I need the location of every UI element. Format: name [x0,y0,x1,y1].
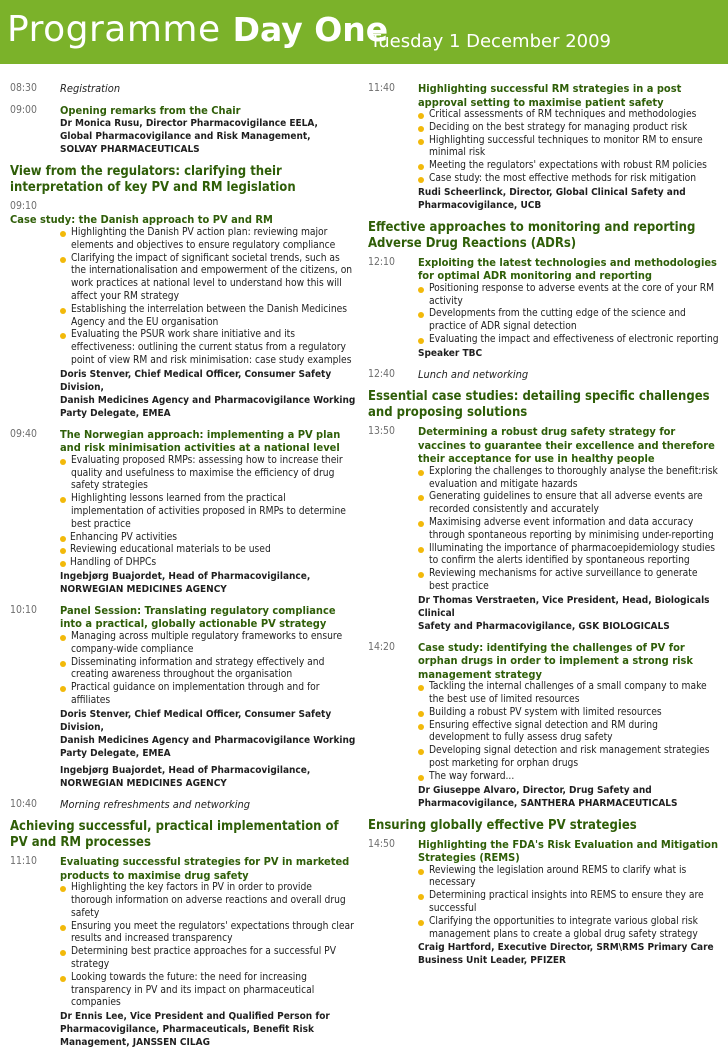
bullet-item: The way forward... [418,771,720,784]
speaker-credit [418,594,720,633]
speaker-line: Danish Medicines Agency and Pharmacovigilance Working [60,734,356,746]
speaker-credit [60,708,356,760]
session-time: 12:40 [368,367,395,380]
bullet-item: Disseminating information and strategy effectively and creating awareness throughout the organisation [60,657,356,683]
right-column [368,82,720,975]
session-item [10,104,356,157]
sub-bullet-item: Enhancing PV activities [60,532,356,545]
session-time: 10:10 [10,603,37,616]
session-body [418,256,720,360]
bullet-item: Determining best practice approaches for a successful PV strategy [60,946,356,972]
session-title: Highlighting the FDA's Risk Evaluation and Mitigation Strategies (REMS) [418,837,719,865]
bullet-item: Reviewing mechanisms for active surveillance to generate best practice [418,568,720,594]
session-item [10,604,356,790]
bullet-item: Highlighting lessons learned from the practical implementation of activities proposed in RMPs to determine best practice [60,493,356,531]
speaker-line: Dr Thomas Verstraeten, Vice President, Head, Biologicals Clinical [418,594,710,619]
session-title: Case study: the Danish approach to PV and RM [10,213,273,226]
bullet-item: Case study: the most effective methods for risk mitigation [418,173,720,186]
speaker-line: Party Delegate, EMEA [60,747,171,759]
speaker-line: Dr Giuseppe Alvaro, Director, Drug Safety and [418,784,652,796]
bullet-item: Building a robust PV system with limited resources [418,707,720,720]
speaker-line: Pharmacovigilance, SANTHERA PHARMACEUTICALS [418,797,678,809]
session-title: Lunch and networking [418,367,529,381]
session-item [10,855,356,1049]
header-banner [0,0,728,64]
speaker-line: Ingebjørg Buajordet, Head of Pharmacovigilance, [60,764,311,776]
session-body [418,838,720,968]
session-item [368,368,720,382]
session-body [418,425,720,632]
bullet-item: Evaluating the impact and effectiveness of electronic reporting [418,334,720,347]
programme-date: Tuesday 1 December 2009 [370,31,611,52]
session-time: 13:50 [368,425,395,438]
bullet-item: Exploring the challenges to thoroughly analyse the benefit:risk evaluation and mitigate hazards [418,466,720,492]
bullet-list [60,631,356,708]
session-body [418,368,720,382]
speaker-line: Dr Monica Rusu, Director Pharmacovigilance EELA, [60,118,318,129]
speaker-credit [418,941,720,967]
speaker-line: Doris Stenver, Chief Medical Officer, Consumer Safety Division, [60,368,332,393]
sub-bullet-item: Reviewing educational materials to be used [60,544,356,557]
speaker-credit [60,570,356,596]
session-body [418,641,720,810]
session-time: 09:40 [10,427,37,440]
bullet-item: Highlighting successful techniques to monitor RM to ensure minimal risk [418,135,720,161]
session-body [60,604,356,790]
session-title: Panel Session: Translating regulatory compliance into a practical, globally actionable PV strategy [60,603,336,631]
speaker-line: Global Pharmacovigilance and Risk Management, [60,131,311,142]
bullet-item: Generating guidelines to ensure that all adverse events are recorded consistently and accurately [418,491,720,517]
speaker-line: NORWEGIAN MEDICINES AGENCY [60,777,227,789]
speaker-credit [418,186,720,212]
speaker-credit [418,784,720,810]
bullet-list [418,466,720,594]
bullet-item: Looking towards the future: the need for increasing transparency in PV and its impact on pharmaceutical companies [60,972,356,1010]
session-title: Highlighting successful RM strategies in a post approval setting to maximise patient safety [418,82,682,109]
bullet-item [60,532,356,570]
session-title: Evaluating successful strategies for PV in marketed products to maximise drug safety [60,855,350,882]
session-body [60,428,356,596]
session-item [368,82,720,212]
session-body [60,855,356,1049]
speaker-line: Danish Medicines Agency and Pharmacovigilance Working [60,394,356,406]
bullet-list [418,109,720,186]
speaker-line: Business Unit Leader, PFIZER [418,955,566,967]
bullet-item: Practical guidance on implementation through and for affiliates [60,682,356,708]
bullet-item: Ensuring effective signal detection and RM during development to fully assess drug safety [418,720,720,746]
session-time: 14:20 [368,640,395,653]
bullet-item: Managing across multiple regulatory frameworks to ensure company-wide compliance [60,631,356,657]
speaker-line: Craig Hartford, Executive Director, SRM\RMS Primary Care [418,942,714,954]
session-title: Opening remarks from the Chair [60,103,241,117]
speaker-credit [60,368,356,420]
session-title: Registration [60,82,121,95]
speaker-line: Pharmacovigilance, Pharmaceuticals, Benefit Risk [60,1024,314,1036]
speaker-line: Doris Stenver, Chief Medical Officer, Consumer Safety Division, [60,708,332,733]
bullet-list [418,283,720,347]
session-item [368,425,720,632]
session-item [10,82,356,96]
session-time: 09:00 [10,103,37,116]
session-item [368,838,720,968]
session-title: Case study: identifying the challenges of PV for orphan drugs in order to implement a strong risk management strategy [418,640,693,681]
bullet-list [418,681,720,783]
bullet-item: Ensuring you meet the regulators' expectations through clear results and increased transparency [60,921,356,947]
bullet-item: Clarifying the impact of significant societal trends, such as the internationalisation and empowerment of the citizens, on work practices at national level to understand how this will affect your RM strategy [60,253,356,304]
section-heading: View from the regulators: clarifying their interpretation of key PV and RM legislation [10,164,296,195]
bullet-item: Developments from the cutting edge of the science and practice of ADR signal detection [418,308,720,334]
session-time: 14:50 [368,837,395,850]
session-body [60,104,356,157]
session-time: 11:10 [10,855,37,868]
speaker-line: Dr Ennis Lee, Vice President and Qualified Person for [60,1011,330,1023]
bullet-item: Positioning response to adverse events at the core of your RM activity [418,283,720,309]
speaker-line: NORWEGIAN MEDICINES AGENCY [60,583,227,595]
bullet-item: Maximising adverse event information and data accuracy through spontaneous reporting by minimising under-reporting [418,517,720,543]
session-time: 11:40 [368,82,395,94]
session-time: 10:40 [10,797,37,810]
bullet-item: Highlighting the Danish PV action plan: reviewing major elements and objectives to ensure regulatory compliance [60,227,356,253]
session-title: Exploiting the latest technologies and methodologies for optimal ADR monitoring and reporting [418,255,717,283]
session-item [368,641,720,810]
programme-word: Programme [7,9,221,50]
speaker-line: Speaker TBC [418,347,483,359]
speaker-line: SOLVAY PHARMACEUTICALS [60,144,200,155]
speaker-credit [60,117,356,156]
session-time: 09:10 [10,200,37,212]
programme-title [7,10,388,50]
speaker-line: Management, JANSSEN CILAG [60,1037,210,1049]
bullet-item: Meeting the regulators' expectations with robust RM policies [418,160,720,173]
bullet-item: Clarifying the opportunities to integrate various global risk management plans to create a global drug safety strategy [418,916,720,942]
bullet-item: Evaluating proposed RMPs: assessing how to increase their quality and usefulness to maximise the efficiency of drug safety strategies [60,455,356,493]
bullet-list [60,455,356,570]
session-title: Morning refreshments and networking [60,797,251,811]
bullet-item: Illuminating the importance of pharmacoepidemiology studies to confirm the alerts identified by spontaneous reporting [418,543,720,569]
bullet-list [60,227,356,368]
session-body [60,798,356,812]
speaker-line: Safety and Pharmacovigilance, GSK BIOLOGICALS [418,620,670,632]
speaker-line: Ingebjørg Buajordet, Head of Pharmacovigilance, [60,570,311,582]
session-time: 12:10 [368,255,395,268]
bullet-list [60,882,356,1010]
session-item [10,200,356,420]
bullet-item: Deciding on the best strategy for managing product risk [418,122,720,135]
speaker-line: Pharmacovigilance, UCB [418,199,542,211]
session-body [10,213,356,420]
session-body [60,82,356,96]
bullet-item: Evaluating the PSUR work share initiative and its effectiveness: outlining the current status from a regulatory point of view RM and risk minimisation: case study examples [60,329,356,367]
bullet-item: Critical assessments of RM techniques and methodologies [418,109,720,122]
section-heading: Achieving successful, practical implementation of PV and RM processes [10,819,339,851]
session-time: 08:30 [10,82,37,94]
sub-bullet-item: Handling of DHPCs [60,557,356,570]
sub-bullet-list [60,532,356,570]
speaker-line: Rudi Scheerlinck, Director, Global Clinical Safety and [418,186,686,198]
section-heading: Effective approaches to monitoring and reporting Adverse Drug Reactions (ADRs) [368,219,696,251]
session-item [10,428,356,596]
session-title: Determining a robust drug safety strategy for vaccines to guarantee their excellence and therefore their acceptance for use in healthy people [418,425,715,466]
bullet-item: Reviewing the legislation around REMS to clarify what is necessary [418,865,720,891]
session-body [418,82,720,212]
session-item [10,798,356,812]
section-heading: Essential case studies: detailing specific challenges and proposing solutions [368,389,710,421]
bullet-item: Establishing the interrelation between the Danish Medicines Agency and the EU organisation [60,304,356,330]
bullet-list [418,865,720,942]
speaker-credit [60,764,356,790]
speaker-line: Party Delegate, EMEA [60,407,171,419]
left-column [10,82,356,1057]
day-label: Day One [232,10,389,49]
bullet-item: Developing signal detection and risk management strategies post marketing for orphan drugs [418,745,720,771]
bullet-item: Highlighting the key factors in PV in order to provide thorough information on adverse reactions and overall drug safety [60,882,356,920]
bullet-item: Tackling the internal challenges of a small company to make the best use of limited resources [418,681,720,707]
bullet-item: Determining practical insights into REMS to ensure they are successful [418,890,720,916]
speaker-credit [418,347,720,360]
session-title: The Norwegian approach: implementing a PV plan and risk minimisation activities at a national level [60,427,341,455]
section-heading: Ensuring globally effective PV strategies [368,817,637,833]
session-item [368,256,720,360]
